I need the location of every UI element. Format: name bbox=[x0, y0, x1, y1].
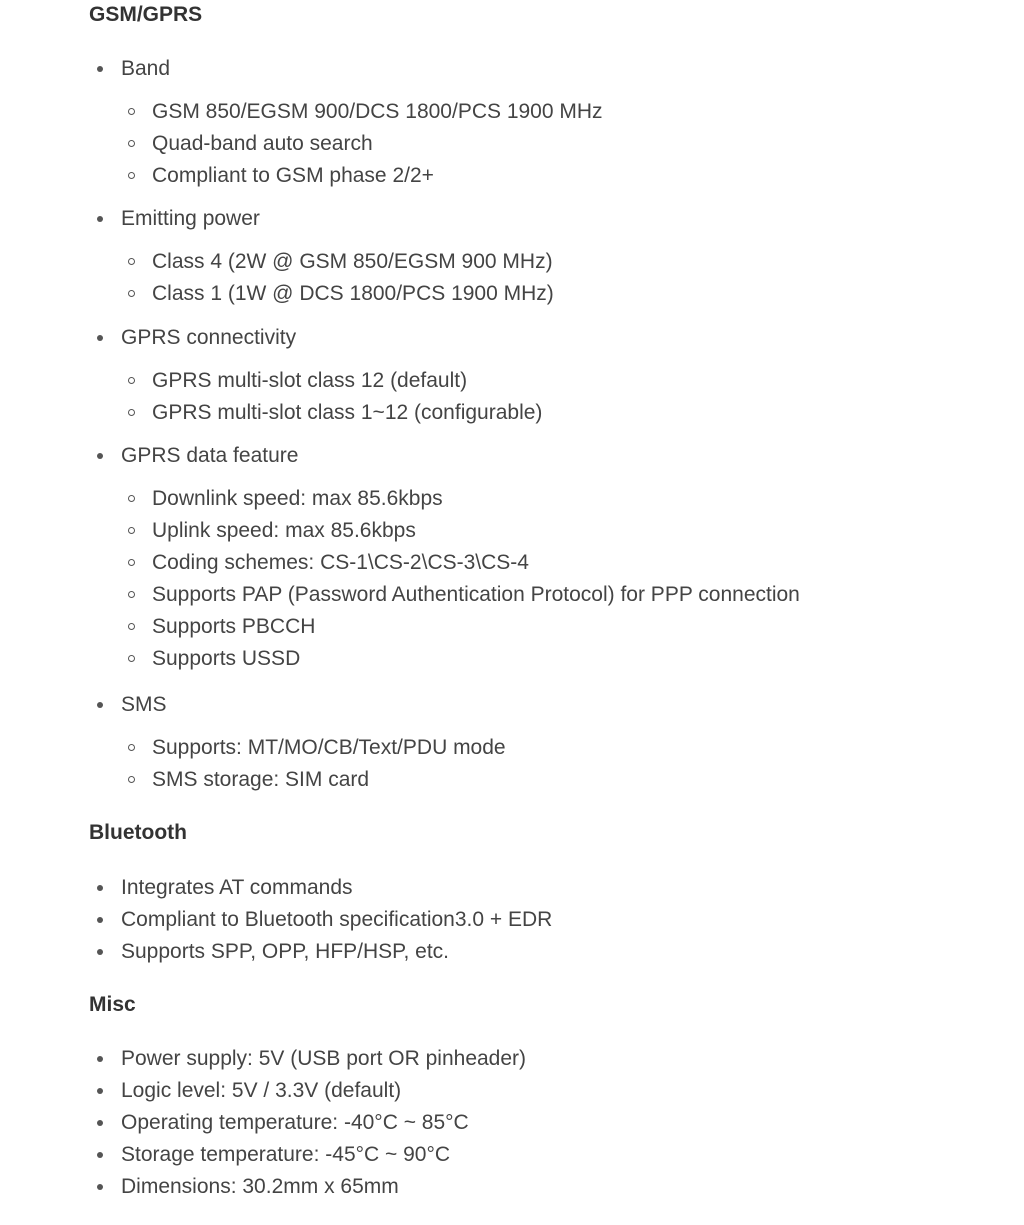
list-item: Operating temperature: -40°C ~ 85°C bbox=[0, 1107, 1024, 1139]
section-heading-bluetooth: Bluetooth bbox=[89, 821, 187, 844]
list-item-gprs-connectivity: GPRS connectivity bbox=[0, 322, 1024, 354]
bullet-circle-icon bbox=[128, 591, 135, 598]
gprs-data-sublist bbox=[0, 483, 1024, 675]
bullet-circle-icon bbox=[128, 108, 135, 115]
bullet-disc-icon bbox=[97, 1056, 103, 1062]
bullet-disc-icon bbox=[97, 702, 103, 708]
bullet-circle-icon bbox=[128, 172, 135, 179]
power-sublist bbox=[0, 246, 1024, 310]
list-item: Compliant to Bluetooth specification3.0 + EDR bbox=[0, 904, 1024, 936]
gprs-data-group bbox=[0, 440, 1024, 472]
bullet-circle-icon bbox=[128, 290, 135, 297]
list-item: Class 4 (2W @ GSM 850/EGSM 900 MHz) bbox=[0, 246, 1024, 278]
bullet-circle-icon bbox=[128, 623, 135, 630]
list-item: GPRS multi-slot class 12 (default) bbox=[0, 365, 1024, 397]
list-item: GSM 850/EGSM 900/DCS 1800/PCS 1900 MHz bbox=[0, 96, 1024, 128]
misc-list bbox=[0, 1043, 1024, 1203]
bullet-circle-icon bbox=[128, 258, 135, 265]
bullet-disc-icon bbox=[97, 1184, 103, 1190]
list-item: SMS storage: SIM card bbox=[0, 764, 1024, 796]
bullet-circle-icon bbox=[128, 495, 135, 502]
list-item: Storage temperature: -45°C ~ 90°C bbox=[0, 1139, 1024, 1171]
list-item: Supports PBCCH bbox=[0, 611, 1024, 643]
list-item: Downlink speed: max 85.6kbps bbox=[0, 483, 1024, 515]
power-group bbox=[0, 203, 1024, 235]
list-item-sms: SMS bbox=[0, 689, 1024, 721]
bullet-circle-icon bbox=[128, 559, 135, 566]
list-item-emitting-power: Emitting power bbox=[0, 203, 1024, 235]
band-group bbox=[0, 53, 1024, 85]
list-item: Dimensions: 30.2mm x 65mm bbox=[0, 1171, 1024, 1203]
list-item: Supports: MT/MO/CB/Text/PDU mode bbox=[0, 732, 1024, 764]
bullet-circle-icon bbox=[128, 744, 135, 751]
list-item: Uplink speed: max 85.6kbps bbox=[0, 515, 1024, 547]
gprs-connectivity-sublist bbox=[0, 365, 1024, 429]
list-item: Supports SPP, OPP, HFP/HSP, etc. bbox=[0, 936, 1024, 968]
section-heading-misc: Misc bbox=[89, 993, 136, 1016]
list-item-band: Band bbox=[0, 53, 1024, 85]
bullet-disc-icon bbox=[97, 66, 103, 72]
list-item: GPRS multi-slot class 1~12 (configurable) bbox=[0, 397, 1024, 429]
bluetooth-list bbox=[0, 872, 1024, 968]
list-item: Integrates AT commands bbox=[0, 872, 1024, 904]
list-item: Logic level: 5V / 3.3V (default) bbox=[0, 1075, 1024, 1107]
band-sublist bbox=[0, 96, 1024, 192]
bullet-disc-icon bbox=[97, 1120, 103, 1126]
list-item: Compliant to GSM phase 2/2+ bbox=[0, 160, 1024, 192]
bullet-circle-icon bbox=[128, 655, 135, 662]
bullet-disc-icon bbox=[97, 1152, 103, 1158]
bullet-disc-icon bbox=[97, 216, 103, 222]
bullet-circle-icon bbox=[128, 776, 135, 783]
section-heading-gsm-gprs: GSM/GPRS bbox=[89, 3, 203, 26]
list-item: Quad-band auto search bbox=[0, 128, 1024, 160]
bullet-disc-icon bbox=[97, 453, 103, 459]
bullet-circle-icon bbox=[128, 409, 135, 416]
list-item: Coding schemes: CS-1\CS-2\CS-3\CS-4 bbox=[0, 547, 1024, 579]
sms-sublist bbox=[0, 732, 1024, 796]
bullet-disc-icon bbox=[97, 917, 103, 923]
sms-group bbox=[0, 689, 1024, 721]
list-item: Supports USSD bbox=[0, 643, 1024, 675]
bullet-disc-icon bbox=[97, 949, 103, 955]
bullet-disc-icon bbox=[97, 1088, 103, 1094]
bullet-disc-icon bbox=[97, 885, 103, 891]
list-item: Class 1 (1W @ DCS 1800/PCS 1900 MHz) bbox=[0, 278, 1024, 310]
list-item-gprs-data-feature: GPRS data feature bbox=[0, 440, 1024, 472]
bullet-circle-icon bbox=[128, 527, 135, 534]
gprs-connectivity-group bbox=[0, 322, 1024, 354]
bullet-circle-icon bbox=[128, 377, 135, 384]
bullet-circle-icon bbox=[128, 140, 135, 147]
list-item: Power supply: 5V (USB port OR pinheader) bbox=[0, 1043, 1024, 1075]
list-item: Supports PAP (Password Authentication Protocol) for PPP connection bbox=[0, 579, 1024, 611]
bullet-disc-icon bbox=[97, 335, 103, 341]
